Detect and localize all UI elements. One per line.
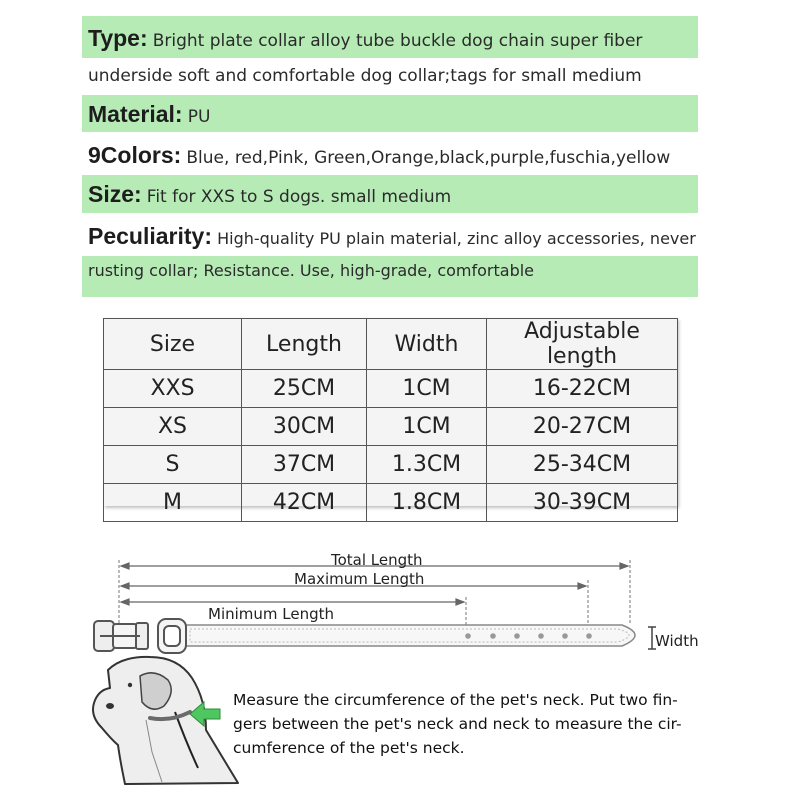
dog-illustration-icon [93,657,238,784]
table-cell: 16-22CM [487,370,678,408]
width-label: Width [655,632,699,650]
table-cell: 1.3CM [367,446,487,484]
peculiarity-row [88,223,696,250]
minimum-length-label: Minimum Length [208,605,335,623]
material-label: Material: [88,101,183,127]
instruction-line: cumference of the pet's neck. [233,739,465,757]
table-row [104,370,678,408]
maximum-length-label: Maximum Length [294,570,425,588]
material-row [88,101,210,128]
type-row [88,25,642,52]
table-cell: 25-34CM [487,446,678,484]
table-cell: S [104,446,242,484]
size-table-container [103,318,677,515]
peculiarity-text: High-quality PU plain material, zinc alloy accessories, never [217,229,696,248]
type-text-continued: underside soft and comfortable dog collar;tags for small medium [88,66,642,86]
table-cell: 42CM [242,484,367,522]
size-table [103,318,678,522]
total-length-label: Total Length [331,551,423,569]
colors-label: 9Colors: [88,142,182,168]
peculiarity-text-continued: rusting collar; Resistance. Use, high-grade, comfortable [88,261,535,280]
table-cell: 30CM [242,408,367,446]
size-text: Fit for XXS to S dogs. small medium [146,187,452,207]
table-cell: 1CM [367,370,487,408]
buckle-icon [94,619,186,653]
instruction-line: gers between the pet's neck and neck to measure the cir- [233,715,682,733]
table-cell: 20-27CM [487,408,678,446]
table-cell: 1CM [367,408,487,446]
table-row [104,408,678,446]
table-row [104,446,678,484]
collar-strap [186,625,635,646]
size-row [88,181,451,208]
table-cell: 37CM [242,446,367,484]
column-header: Width [367,319,487,370]
table-cell: 25CM [242,370,367,408]
table-cell: 1.8CM [367,484,487,522]
table-row [104,484,678,522]
table-cell: XS [104,408,242,446]
measure-instructions [233,688,682,760]
peculiarity-label: Peculiarity: [88,223,212,249]
instruction-line: Measure the circumference of the pet's neck. Put two fin- [233,691,678,709]
size-label: Size: [88,181,142,207]
type-text: Bright plate collar alloy tube buckle dog chain super fiber [152,31,643,51]
table-cell: XXS [104,370,242,408]
table-cell: 30-39CM [487,484,678,522]
colors-text: Blue, red,Pink, Green,Orange,black,purple,fuschia,yellow [186,148,671,168]
colors-row [88,142,670,169]
table-cell: M [104,484,242,522]
column-header: Length [242,319,367,370]
material-text: PU [187,107,211,127]
column-header: Adjustable length [487,319,678,370]
table-header-row [104,319,678,370]
type-label: Type: [88,25,148,51]
column-header: Size [104,319,242,370]
